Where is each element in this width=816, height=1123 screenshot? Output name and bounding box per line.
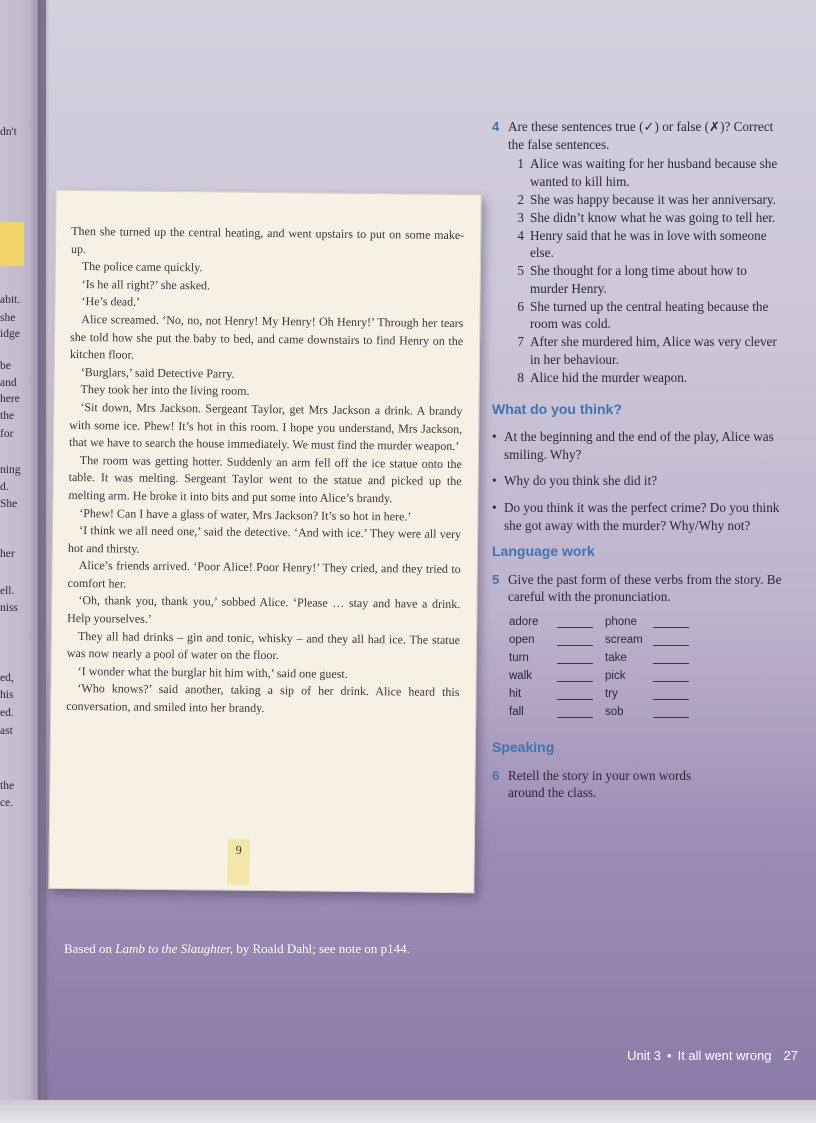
book-page-number: 9: [227, 839, 249, 885]
true-false-list: [508, 155, 784, 386]
exercise-5-heading: [492, 571, 784, 606]
exercise-instruction: Give the past form of these verbs from the story. Be careful with the pronunciation.: [508, 571, 782, 605]
question-text: Why do you think she did it?: [504, 473, 658, 489]
item-number: 2: [517, 191, 524, 207]
answer-blank[interactable]: [653, 614, 689, 628]
previous-page-fragment: d.: [0, 481, 9, 493]
verb-word: try: [605, 687, 618, 700]
item-number: 3: [517, 209, 524, 225]
previous-page-fragment: here: [0, 393, 20, 405]
previous-page-fragment: the: [0, 410, 15, 422]
question-text: At the beginning and the end of the play, Alice was smiling. Why?: [504, 429, 774, 462]
answer-blank[interactable]: [557, 704, 593, 718]
discussion-questions: [492, 428, 784, 534]
list-item: [492, 428, 784, 463]
bullet-icon: •: [492, 473, 497, 489]
verb-word: turn: [509, 651, 529, 664]
item-text: Alice was waiting for her husband because she wanted to kill him.: [530, 156, 778, 189]
verb-word: adore: [509, 615, 539, 628]
story-paragraph: They took her into the living room.: [80, 382, 250, 399]
answer-blank[interactable]: [653, 650, 689, 664]
story-paragraph: Alice’s friends arrived. ‘Poor Alice! Poor Henry!’ They cried, and they tried to comfort her.: [67, 558, 461, 591]
item-number: 6: [517, 298, 524, 314]
item-number: 4: [517, 227, 524, 243]
previous-page-fragment: for: [0, 428, 14, 440]
section-title-what-do-you-think: What do you think?: [492, 400, 622, 417]
list-item: [508, 298, 784, 333]
exercise-number: 4: [492, 119, 500, 134]
open-book-page: [48, 190, 481, 893]
list-item: [508, 155, 784, 190]
previous-page-fragment: the: [0, 780, 15, 792]
list-item: [508, 209, 784, 227]
previous-page-fragment: idge: [0, 328, 20, 340]
exercise-number: 6: [492, 767, 500, 783]
list-item: [492, 472, 784, 490]
item-text: After she murdered him, Alice was very clever in her behaviour.: [530, 334, 777, 368]
story-paragraph: Then she turned up the central heating, and went upstairs to put on some make-up.: [70, 223, 465, 256]
item-number: 8: [517, 370, 524, 386]
previous-page-fragment: ed.: [0, 707, 14, 719]
spine-shadow: [38, 0, 50, 1123]
item-number: 1: [517, 156, 524, 172]
answer-blank[interactable]: [557, 668, 593, 682]
yellow-tab: [0, 222, 24, 266]
story-paragraph: ‘Is he all right?’ she asked.: [81, 276, 211, 293]
page-bottom-edge: [0, 1100, 816, 1123]
answer-blank[interactable]: [653, 632, 689, 646]
previous-page-fragment: ning: [0, 464, 21, 476]
previous-page-fragment: she: [0, 312, 16, 324]
verb-word: pick: [605, 669, 626, 682]
verb-word: open: [509, 633, 535, 646]
exercise-6-heading: [492, 767, 784, 802]
previous-page-fragment: ce.: [0, 797, 14, 809]
footer-separator: •: [667, 1048, 672, 1063]
verb-word: scream: [605, 633, 643, 646]
story-paragraph: ‘He’s dead.’: [81, 294, 141, 310]
verb-word: walk: [509, 669, 533, 682]
story-paragraph: ‘I wonder what the burglar hit him with,’ said one guest.: [77, 663, 348, 681]
source-note-suffix: by Roald Dahl; see note on p144.: [233, 941, 410, 956]
verb-word: phone: [605, 615, 637, 628]
story-text: [66, 223, 464, 720]
source-note-prefix: Based on: [64, 941, 116, 956]
answer-blank[interactable]: [653, 704, 689, 718]
section-title-language-work: Language work: [492, 543, 595, 560]
page-footer: [627, 1048, 798, 1063]
previous-page-fragment: his: [0, 689, 14, 701]
item-text: She thought for a long time about how to murder Henry.: [530, 263, 747, 296]
item-text: Alice hid the murder weapon.: [530, 370, 688, 386]
previous-page-fragment: ast: [0, 725, 13, 737]
bullet-icon: •: [492, 429, 497, 445]
answer-blank[interactable]: [557, 686, 593, 700]
exercises-column: [492, 118, 784, 802]
previous-page-fragment: ell.: [0, 585, 15, 597]
exercise-instruction: Retell the story in your own words around the class.: [508, 767, 692, 801]
story-paragraph: The room was getting hotter. Suddenly an arm fell off the ice statue onto the table. It was melting. Sergeant Taylor went to the statue and picked up the melting arm. He broke it into bits and put some into Alice’s brandy.: [68, 452, 462, 506]
section-title-speaking: Speaking: [492, 738, 555, 755]
previous-page-fragment: and: [0, 377, 17, 389]
previous-page-fragment: her: [0, 548, 15, 560]
item-text: She turned up the central heating because the room was cold.: [530, 298, 769, 332]
answer-blank[interactable]: [557, 650, 593, 664]
previous-page-fragment: abit.: [0, 294, 21, 306]
item-text: She didn’t know what he was going to tell her.: [530, 209, 776, 225]
story-paragraph: ‘I think we all need one,’ said the detective. ‘And with ice.’ They were all very hot and thirsty.: [67, 523, 462, 556]
previous-page-fragment: niss: [0, 602, 18, 614]
question-text: Do you think it was the perfect crime? Do you think she got away with the murder? Why/Why not?: [504, 500, 780, 533]
previous-page-fragment: dn't: [0, 126, 17, 138]
item-text: She was happy because it was her anniversary.: [530, 191, 776, 207]
item-text: Henry said that he was in love with someone else.: [530, 227, 767, 261]
story-paragraph: Alice screamed. ‘No, no, not Henry! My Henry! Oh Henry!’ Through her tears she told how she put the baby to bed, and came downstairs to find Henry on the kitchen floor.: [69, 312, 464, 362]
item-number: 7: [517, 334, 524, 350]
verb-word: hit: [509, 687, 522, 700]
item-number: 5: [517, 263, 524, 279]
verb-table: [509, 614, 784, 721]
story-paragraph: The police came quickly.: [81, 259, 203, 275]
exercise-instruction: Are these sentences true (✓) or false (✗)? Correct the false sentences.: [508, 119, 774, 152]
story-paragraph: ‘Phew! Can I have a glass of water, Mrs Jackson? It’s so hot in here.’: [79, 505, 412, 524]
exercise-number: 5: [492, 571, 500, 587]
story-paragraph: ‘Who knows?’ said another, taking a sip of her drink. Alice heard this conversation, and smiled into her brandy.: [66, 681, 460, 716]
verb-word: sob: [605, 705, 624, 718]
footer-unit: Unit 3: [627, 1048, 662, 1063]
story-paragraph: They all had drinks – gin and tonic, whisky – and they all had ice. The statue was now nearly a pool of water on the floor.: [66, 628, 461, 663]
bullet-icon: •: [492, 500, 497, 516]
source-note: [64, 941, 410, 957]
list-item: [508, 227, 784, 262]
footer-title: It all went wrong: [677, 1048, 772, 1063]
previous-page-fragment: ed,: [0, 672, 14, 684]
exercise-4-heading: [492, 118, 784, 153]
list-item: [508, 369, 784, 387]
answer-blank[interactable]: [653, 686, 689, 700]
previous-page-fragment: She: [0, 498, 18, 510]
list-item: [508, 191, 784, 209]
list-item: [508, 333, 784, 368]
verb-word: take: [605, 651, 627, 664]
answer-blank[interactable]: [557, 614, 593, 628]
previous-page-fragment: be: [0, 360, 11, 372]
story-paragraph: ‘Sit down, Mrs Jackson. Sergeant Taylor, get Mrs Jackson a drink. A brandy with some ice. Phew! It’s hot in this room. I hope you understand, Mrs Jackson, that we have to search the house immediately. We must find the murder weapon.’: [68, 399, 463, 454]
answer-blank[interactable]: [653, 668, 689, 682]
verb-word: fall: [509, 705, 524, 718]
answer-blank[interactable]: [557, 632, 593, 646]
list-item: [508, 262, 784, 297]
list-item: [492, 499, 784, 534]
footer-page-number: 27: [783, 1048, 798, 1063]
story-paragraph: ‘Burglars,’ said Detective Parry.: [80, 364, 235, 381]
source-note-title: Lamb to the Slaughter,: [115, 941, 234, 956]
story-paragraph: ‘Oh, thank you, thank you,’ sobbed Alice. ‘Please … stay and have a drink. Help yourselves.’: [67, 593, 461, 626]
